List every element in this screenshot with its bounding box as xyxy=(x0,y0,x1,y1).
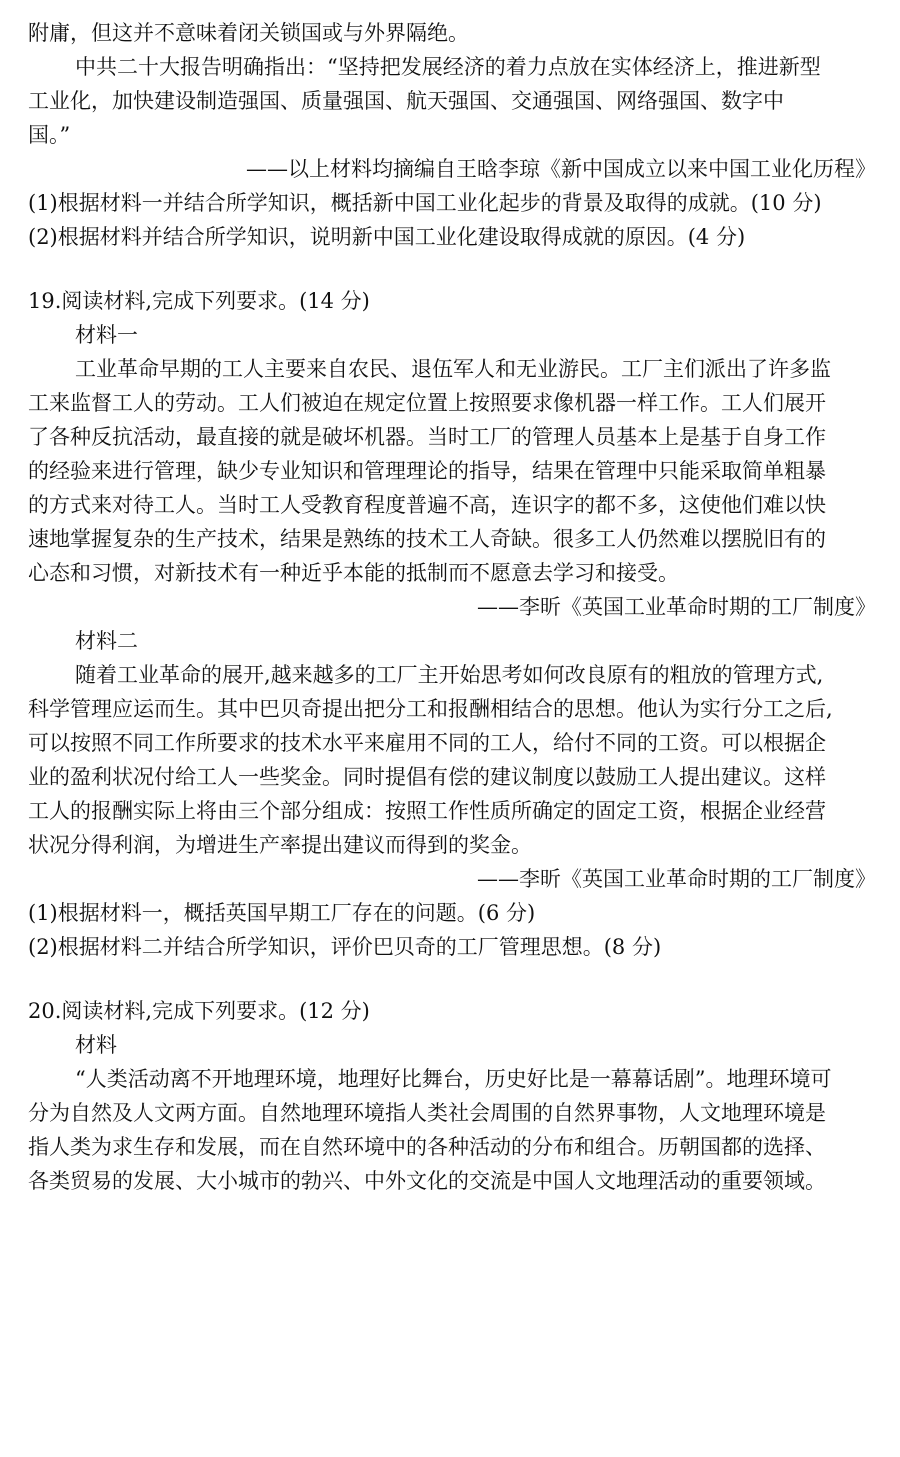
material-label: 材料一 xyxy=(75,323,138,347)
material-label: 材料二 xyxy=(75,629,138,653)
material-label: 材料 xyxy=(75,1033,117,1057)
question-heading: 19.阅读材料,完成下列要求。(14 分) xyxy=(28,289,370,313)
question-item: (2)根据材料并结合所学知识，说明新中国工业化建设取得成就的原因。(4 分) xyxy=(28,225,746,249)
text-line: 国。” xyxy=(28,123,71,147)
q19-section xyxy=(28,284,878,964)
text-line: 随着工业革命的展开,越来越多的工厂主开始思考如何改良原有的粗放的管理方式, xyxy=(75,663,824,687)
question-item: (2)根据材料二并结合所学知识，评价巴贝奇的工厂管理思想。(8 分) xyxy=(28,935,662,959)
source-citation: ——李昕《英国工业革命时期的工厂制度》 xyxy=(477,595,876,619)
text-line: 分为自然及人文两方面。自然地理环境指人类社会周围的自然界事物，人文地理环境是 xyxy=(28,1101,826,1125)
text-line: 附庸，但这并不意味着闭关锁国或与外界隔绝。 xyxy=(28,21,469,45)
text-line: 速地掌握复杂的生产技术，结果是熟练的技术工人奇缺。很多工人仍然难以摆脱旧有的 xyxy=(28,527,826,551)
text-line: 工业化，加快建设制造强国、质量强国、航天强国、交通强国、网络强国、数字中 xyxy=(28,89,784,113)
section-gap xyxy=(28,254,878,284)
text-line: 心态和习惯，对新技术有一种近乎本能的抵制而不愿意去学习和接受。 xyxy=(28,561,679,585)
text-line: 状况分得利润，为增进生产率提出建议而得到的奖金。 xyxy=(28,833,532,857)
text-line: 工人的报酬实际上将由三个部分组成：按照工作性质所确定的固定工资，根据企业经营 xyxy=(28,799,826,823)
q18-tail-section xyxy=(28,16,878,254)
source-citation: ——李昕《英国工业革命时期的工厂制度》 xyxy=(477,867,876,891)
exam-page xyxy=(28,16,878,1198)
text-line: 可以按照不同工作所要求的技术水平来雇用不同的工人，给付不同的工资。可以根据企 xyxy=(28,731,826,755)
text-line: 工来监督工人的劳动。工人们被迫在规定位置上按照要求像机器一样工作。工人们展开 xyxy=(28,391,826,415)
question-item: (1)根据材料一，概括英国早期工厂存在的问题。(6 分) xyxy=(28,901,536,925)
source-citation: ——以上材料均摘编自王晗李琼《新中国成立以来中国工业化历程》 xyxy=(246,157,876,181)
text-line: 中共二十大报告明确指出：“坚持把发展经济的着力点放在实体经济上，推进新型 xyxy=(75,55,821,79)
text-line: 的经验来进行管理，缺少专业知识和管理理论的指导，结果在管理中只能采取简单粗暴 xyxy=(28,459,826,483)
question-item: (1)根据材料一并结合所学知识，概括新中国工业化起步的背景及取得的成就。(10 分) xyxy=(28,191,822,215)
text-line: 了各种反抗活动，最直接的就是破坏机器。当时工厂的管理人员基本上是基于自身工作 xyxy=(28,425,826,449)
question-heading: 20.阅读材料,完成下列要求。(12 分) xyxy=(28,999,370,1023)
text-line: “人类活动离不开地理环境，地理好比舞台，历史好比是一幕幕话剧”。地理环境可 xyxy=(75,1067,832,1091)
text-line: 业的盈利状况付给工人一些奖金。同时提倡有偿的建议制度以鼓励工人提出建议。这样 xyxy=(28,765,826,789)
q20-section xyxy=(28,994,878,1198)
text-line: 的方式来对待工人。当时工人受教育程度普遍不高，连识字的都不多，这使他们难以快 xyxy=(28,493,826,517)
text-line: 各类贸易的发展、大小城市的勃兴、中外文化的交流是中国人文地理活动的重要领域。 xyxy=(28,1169,826,1193)
section-gap xyxy=(28,964,878,994)
text-line: 工业革命早期的工人主要来自农民、退伍军人和无业游民。工厂主们派出了许多监 xyxy=(75,357,831,381)
text-line: 指人类为求生存和发展，而在自然环境中的各种活动的分布和组合。历朝国都的选择、 xyxy=(28,1135,826,1159)
text-line: 科学管理应运而生。其中巴贝奇提出把分工和报酬相结合的思想。他认为实行分工之后, xyxy=(28,697,833,721)
